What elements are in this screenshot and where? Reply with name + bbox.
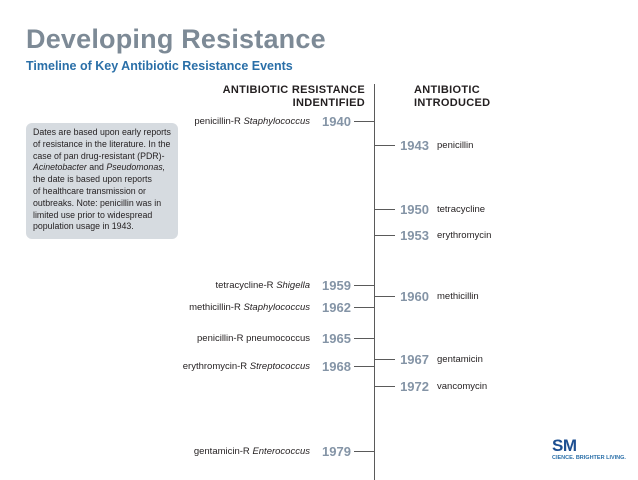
resistance-label: erythromycin-R Streptococcus	[182, 360, 310, 372]
resistance-year: 1979	[322, 443, 351, 459]
resistance-label: gentamicin-R Enterococcus	[193, 445, 310, 457]
note-text: and	[86, 162, 107, 173]
resistance-event	[197, 330, 374, 346]
introduced-label: gentamicin	[437, 353, 483, 365]
introduced-label: vancomycin	[437, 380, 488, 392]
introduced-tick	[375, 209, 395, 210]
resistance-tick	[354, 307, 374, 308]
resistance-tick	[354, 121, 374, 122]
introduced-year: 1967	[400, 351, 429, 367]
note-line: Dates are based upon early reports	[33, 127, 171, 137]
resistance-tick	[354, 338, 374, 339]
introduced-year: 1953	[400, 227, 429, 243]
introduced-event	[375, 227, 491, 243]
resistance-year: 1959	[322, 277, 351, 293]
resistance-year: 1968	[322, 358, 351, 374]
introduced-year: 1943	[400, 137, 429, 153]
resistance-event	[183, 358, 374, 374]
note-line: of resistance in the literature. In the	[33, 138, 171, 149]
resistance-header-line1: ANTIBIOTIC RESISTANCE	[222, 84, 365, 96]
page-title: Developing Resistance	[26, 24, 326, 54]
note-line: the date is based upon reports	[33, 174, 152, 185]
resistance-header-line2: INDENTIFIED	[292, 97, 365, 109]
introduced-event	[375, 201, 485, 217]
introduced-label: erythromycin	[437, 229, 492, 241]
introduced-column-header	[414, 84, 490, 110]
logo-tagline: CIENCE. BRIGHTER LIVING.	[552, 455, 626, 461]
footnote-box	[26, 123, 178, 239]
resistance-column-header	[223, 84, 365, 110]
resistance-year: 1965	[322, 330, 351, 346]
introduced-tick	[375, 145, 395, 146]
logo-mark: SM	[552, 436, 577, 455]
introduced-event	[375, 378, 487, 394]
note-italic: Acinetobacter	[33, 162, 87, 173]
resistance-year: 1940	[322, 113, 351, 129]
brand-logo	[552, 436, 638, 466]
note-line: of healthcare transmission or	[33, 185, 146, 196]
note-line: population usage in 1943.	[33, 221, 134, 232]
introduced-tick	[375, 386, 395, 387]
resistance-tick	[354, 285, 374, 286]
resistance-event	[215, 277, 374, 293]
introduced-event	[375, 137, 473, 153]
introduced-event	[375, 288, 479, 304]
introduced-year: 1960	[400, 288, 429, 304]
note-line: outbreaks. Note: penicillin was in	[33, 197, 162, 208]
resistance-event	[194, 113, 374, 129]
page-subtitle: Timeline of Key Antibiotic Resistance Events	[26, 59, 293, 73]
introduced-year: 1972	[400, 378, 429, 394]
resistance-tick	[354, 366, 374, 367]
resistance-label: tetracycline-R Shigella	[215, 279, 310, 291]
introduced-header-line1: ANTIBIOTIC	[414, 84, 480, 96]
introduced-tick	[375, 235, 395, 236]
resistance-year: 1962	[322, 299, 351, 315]
introduced-label: tetracycline	[437, 203, 486, 215]
note-italic: Pseudomonas,	[106, 162, 166, 173]
introduced-label: methicillin	[437, 290, 479, 302]
resistance-label: penicillin-R pneumococcus	[197, 332, 310, 344]
introduced-tick	[375, 296, 395, 297]
resistance-tick	[354, 451, 374, 452]
note-line: limited use prior to widespread	[33, 209, 153, 220]
resistance-event	[194, 443, 374, 459]
note-line	[33, 162, 173, 174]
resistance-label: penicillin-R Staphylococcus	[194, 115, 310, 127]
introduced-label: penicillin	[437, 139, 474, 151]
introduced-year: 1950	[400, 201, 429, 217]
introduced-event	[375, 351, 483, 367]
resistance-event	[189, 299, 374, 315]
note-line: case of pan drug-resistant (PDR)-	[33, 150, 165, 161]
introduced-tick	[375, 359, 395, 360]
resistance-label: methicillin-R Staphylococcus	[189, 301, 310, 313]
introduced-header-line2: INTRODUCED	[414, 97, 491, 109]
